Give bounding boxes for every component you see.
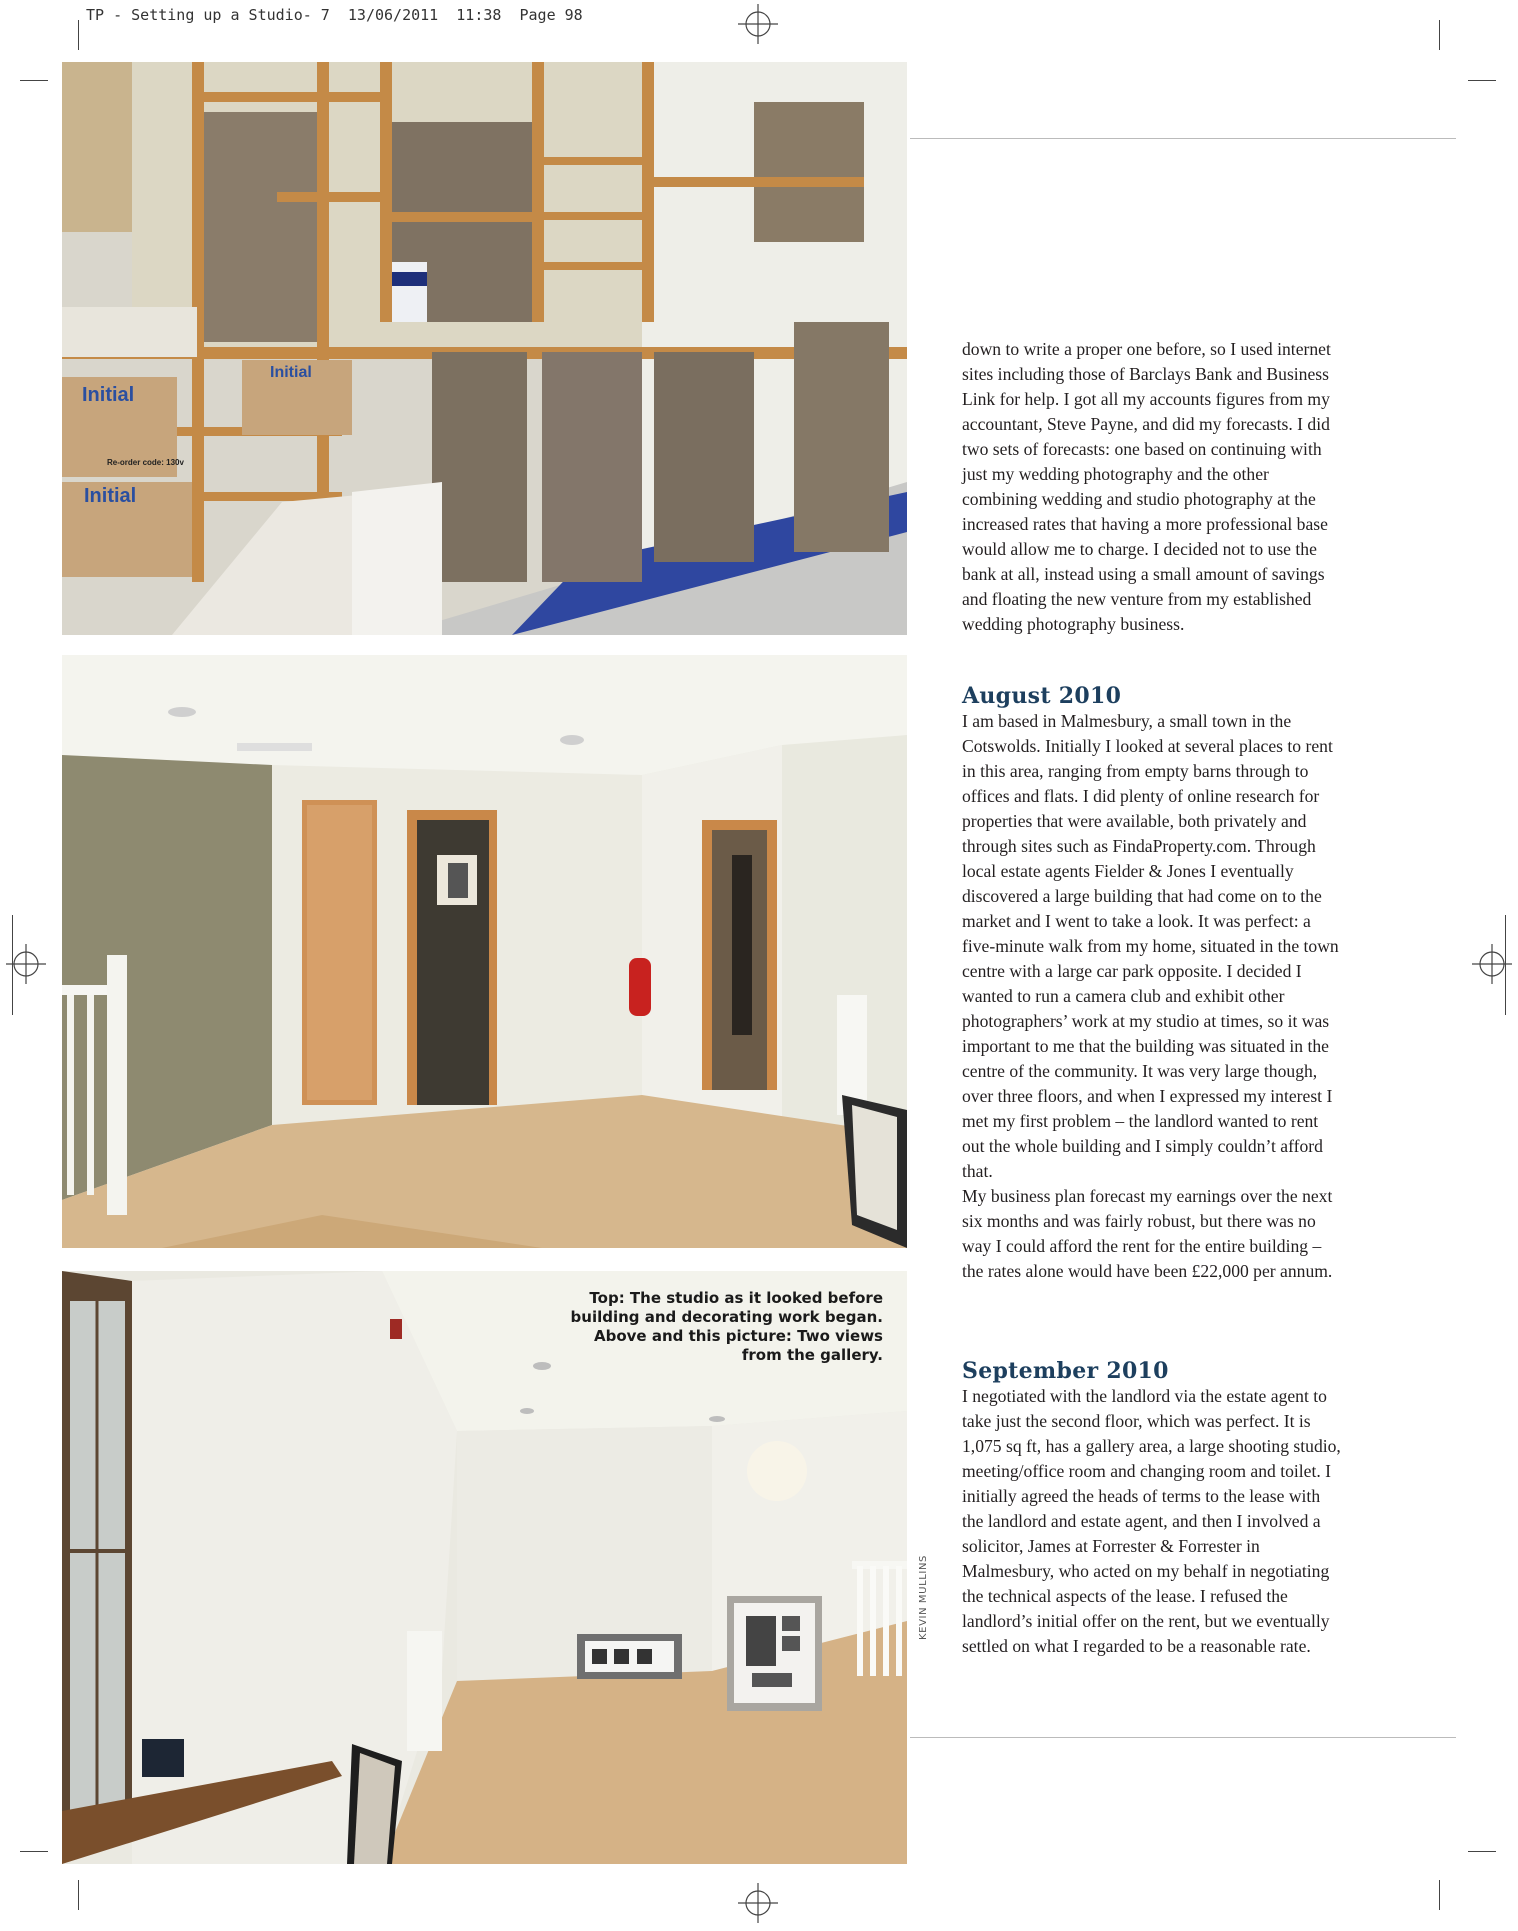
article-paragraph: down to write a proper one before, so I used internet sites including those of Barclays Bank and Business Link for help. I got all my accounts figures from my accountant, Steve Payne, and did my forecasts. I did two sets of forecasts: one based on continuing with just my wedding photography and the other combining wedding and studio photography at the increased rates that having a more professional base would allow me to charge. I decided not to use the bank at all, instead using a small amount of savings and floating the new venture from my established wedding photography business.: [962, 339, 1331, 634]
print-slug: TP - Setting up a Studio- 7 13/06/2011 11:38 Page 98: [86, 6, 583, 24]
article-paragraph: I negotiated with the landlord via the estate agent to take just the second floor, which was perfect. It is 1,075 sq ft, has a gallery area, a large shooting studio, meeting/office room and changing room and toilet. I initially agreed the heads of terms to the lease with the landlord and estate agent, and then I involved a solicitor, James at Forrester & Forrester in Malmesbury, who acted on my behalf in negotiating the technical aspects of the lease. I refused the landlord’s initial offer on the rent, but we eventually settled on what I regarded to be a reasonable rate.: [962, 1386, 1341, 1656]
box-reorder-code: Re-order code: 130v: [107, 458, 184, 467]
column-rule-bottom: [910, 1737, 1456, 1738]
crop-mark: [1468, 1851, 1496, 1852]
photo-gallery-corridor: [62, 655, 907, 1248]
registration-mark-icon: [738, 1883, 778, 1923]
article-text-top: [962, 337, 1342, 637]
box-label: Initial: [82, 384, 135, 406]
photo-studio-shelving: [62, 62, 907, 635]
crop-mark: [1468, 80, 1496, 81]
article-paragraph: My business plan forecast my earnings over the next six months and was fairly robust, but there was no way I could afford the rent for the entire building – the rates alone would have been £22,000 per annum.: [962, 1186, 1333, 1281]
caption-text: Two views from the gallery.: [741, 1327, 883, 1364]
article-section-august: [962, 683, 1342, 1284]
caption-lead: Above and this picture:: [594, 1327, 798, 1345]
registration-mark-icon: [1472, 944, 1512, 984]
crop-mark: [78, 20, 79, 50]
crop-mark: [78, 1880, 79, 1910]
photo-credit: KEVIN MULLINS: [918, 1555, 929, 1640]
registration-mark-icon: [6, 944, 46, 984]
crop-mark: [20, 80, 48, 81]
column-rule-top: [910, 138, 1456, 139]
registration-mark-icon: [738, 4, 778, 44]
article-section-september: [962, 1358, 1342, 1659]
section-heading: September 2010: [962, 1358, 1169, 1384]
photo-caption: [560, 1289, 883, 1365]
crop-mark: [20, 1851, 48, 1852]
box-label: Initial: [270, 364, 312, 381]
section-heading: August 2010: [962, 683, 1122, 709]
crop-mark: [1439, 20, 1440, 50]
crop-mark: [1439, 1880, 1440, 1910]
box-label: Initial: [84, 485, 137, 507]
article-paragraph: I am based in Malmesbury, a small town in the Cotswolds. Initially I looked at several places to rent in this area, ranging from empty barns through to offices and flats. I did plenty of online research for properties that were available, both privately and through sites such as FindaProperty.com. Through local estate agents Fielder & Jones I eventually discovered a large building that had come on to the market and I went to take a look. It was perfect: a five-minute walk from my home, situated in the town centre with a large car park opposite. I decided I wanted to run a camera club and exhibit other photographers’ work at my studio at times, so it was important to me that the building was situated in the centre of the community. It was very large though, over three floors, and when I expressed my interest I met my first problem – the landlord wanted to rent out the whole building and I simply couldn’t afford that.: [962, 711, 1339, 1181]
caption-text: The studio as it looked before building and decorating work began.: [570, 1289, 883, 1326]
caption-lead: Top:: [589, 1289, 630, 1307]
